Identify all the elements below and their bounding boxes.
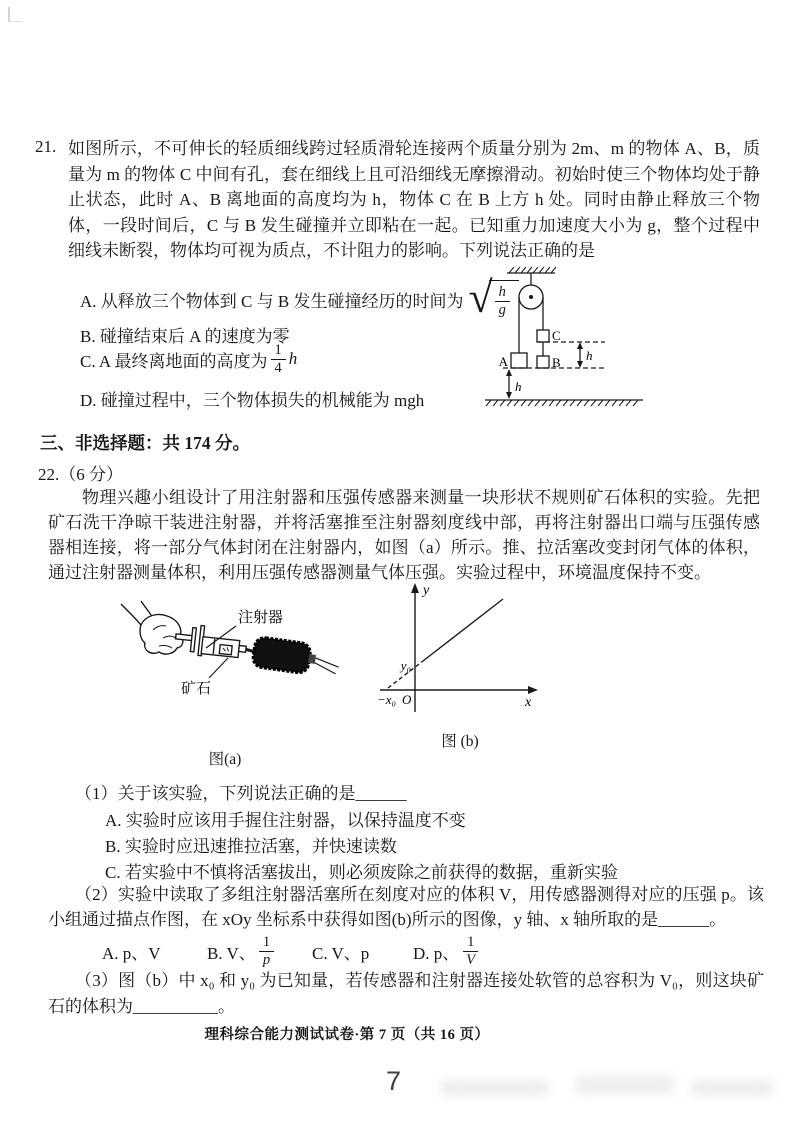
ore-leader-line — [209, 658, 228, 678]
label-h-lower: h — [515, 379, 522, 394]
origin-label: O — [402, 692, 412, 707]
question-22-number: 22.（6 分） — [38, 465, 123, 484]
q21-option-a-text: A. 从释放三个物体到 C 与 B 发生碰撞经历的时间为 — [80, 291, 464, 311]
data-line-solid — [423, 599, 503, 661]
q21-option-c — [80, 340, 297, 378]
forearm-line-1 — [121, 604, 141, 625]
fraction-one-over-p: $\frac{1}{p}$ — [259, 934, 274, 968]
section-3-header: 三、非选择题：共 174 分。 — [40, 433, 250, 453]
block-C — [537, 330, 549, 342]
plunger-cap — [190, 628, 196, 652]
ground-hatch — [486, 400, 638, 406]
scan-artifact — [8, 7, 22, 22]
q22-part2-option-b: B. V、 $\frac{1}{p}$ — [207, 928, 277, 974]
y-axis-label: y — [423, 583, 430, 598]
figure-b-caption: 图 (b) — [441, 733, 479, 750]
q22-part2-option-c: C. V、p — [312, 943, 370, 963]
label-block-C: C — [552, 328, 561, 343]
q21-option-d-text: D. 碰撞过程中，三个物体损失的机械能为 mgh — [80, 391, 425, 410]
sensor-group — [252, 636, 341, 678]
block-B — [537, 356, 549, 368]
pulley-figure — [483, 256, 648, 413]
fraction-one-fourth: $\frac{1}{4}$ — [271, 342, 286, 376]
q22-part2-option-d: D. p、 $\frac{1}{V}$ — [413, 928, 482, 974]
q22-part1-stem: （1）关于该实验，下列说法正确的是______ — [75, 784, 407, 803]
watermark-smudge — [690, 1080, 775, 1096]
q21-option-a — [80, 273, 519, 322]
q21-option-c-suffix: h — [288, 349, 298, 368]
ore-in-barrel — [219, 645, 232, 655]
block-A — [511, 353, 527, 368]
neg-x0-label: −x₀ — [377, 692, 397, 707]
page-number: 7 — [386, 1066, 402, 1096]
q22-part1-option-c: C. 若实验中不慎将活塞拔出，则必须废除之前获得的数据，重新实验 — [105, 863, 618, 882]
syringe-drawing — [95, 598, 355, 736]
sqrt-h-over-g: √ $\frac{h}{g}$ — [468, 277, 518, 321]
y-axis-arrowhead — [411, 583, 419, 593]
x-axis-arrowhead — [528, 686, 538, 694]
page-footer: 理科综合能力测试试卷·第 7 页（共 16 页） — [204, 1027, 490, 1043]
x-axis-label: x — [525, 695, 532, 710]
pulley-diagram — [483, 256, 648, 408]
pulley-axle — [530, 296, 533, 299]
ore-label: 矿石 — [181, 681, 212, 697]
q21-option-b-text: B. 碰撞结束后 A 的速度为零 — [80, 327, 290, 346]
label-block-A: A — [498, 354, 508, 369]
question-21-number: 21. — [35, 137, 57, 156]
question-21-body: 如图所示，不可伸长的轻质细线跨过轻质滑轮连接两个质量分别为 2m、m 的物体 A、B，质量为 m 的物体 C 中间有孔，套在细线上且可沿细线无摩擦滑动。初始时使三个物体均处于静止状态，此时 A、B 离地面的高度均为 h，物体 C 在 B 上方 h 处。同时由静止释放三个物体，一段时间后，C 与 B 发生碰撞并立即粘在一起。已知重力加速度大小为 g，整个过程中细线未断裂，物体均可视为质点，不计阻力的影响。下列说法正确的是 — [68, 139, 760, 260]
syringe-label: 注射器 — [238, 610, 284, 626]
ceiling-hatch — [509, 267, 556, 273]
sensor-cables — [314, 658, 340, 674]
q22-part2-stem: （2）实验中读取了多组注射器活塞所在刻度对应的体积 V，用传感器测得对应的压强 p。该小组通过描点作图，在 xOy 坐标系中获得如图(b)所示的图像，y 轴、x 轴所取的是______。 — [48, 885, 764, 929]
watermark-smudge — [440, 1080, 550, 1096]
q21-option-c-text: C. A 最终离地面的高度为 — [80, 351, 268, 371]
y0-label: y₀ — [400, 658, 411, 673]
label-block-B: B — [552, 355, 561, 370]
plunger-rod — [176, 634, 193, 641]
q21-option-d — [80, 386, 424, 411]
q22-part1-option-a: A. 实验时应该用手握住注射器，以保持温度不变 — [105, 811, 466, 830]
q22-part3-stem: （3）图（b）中 x₀ 和 y₀ 为已知量，若传感器和注射器连接处软管的总容积为 V₀，则这块矿石的体积为__________。 — [48, 971, 764, 1016]
pressure-sensor — [252, 636, 312, 674]
fraction-one-over-V: $\frac{1}{V}$ — [462, 934, 479, 968]
question-22-body: 物理兴趣小组设计了用注射器和压强传感器来测量一块形状不规则矿石体积的实验。先把矿石洗干净晾干装进注射器，并将活塞推至注射器刻度线中部，再将注射器出口端与压强传感器相连接，将一部分气体封闭在注射器内，如图（a）所示。推、拉活塞改变封闭气体的体积，通过注射器测量体积，利用压强传感器测量气体压强。实验过程中，环境温度保持不变。 — [48, 488, 760, 582]
syringe-group — [174, 623, 259, 661]
xy-graph — [375, 580, 545, 720]
question-21 — [35, 136, 760, 264]
figure-a — [95, 598, 355, 769]
figure-a-caption: 图(a) — [208, 751, 242, 768]
q22-part2-option-a: A. p、V — [102, 943, 161, 963]
q22-part1-option-b: B. 实验时应迅速推拉活塞，并快速读数 — [105, 837, 397, 856]
figure-b — [375, 580, 545, 751]
watermark-smudge — [575, 1076, 675, 1094]
sensor-nub — [308, 654, 316, 664]
radical-sign: √ — [468, 273, 493, 322]
nozzle — [239, 646, 247, 653]
label-h-upper: h — [586, 348, 593, 363]
